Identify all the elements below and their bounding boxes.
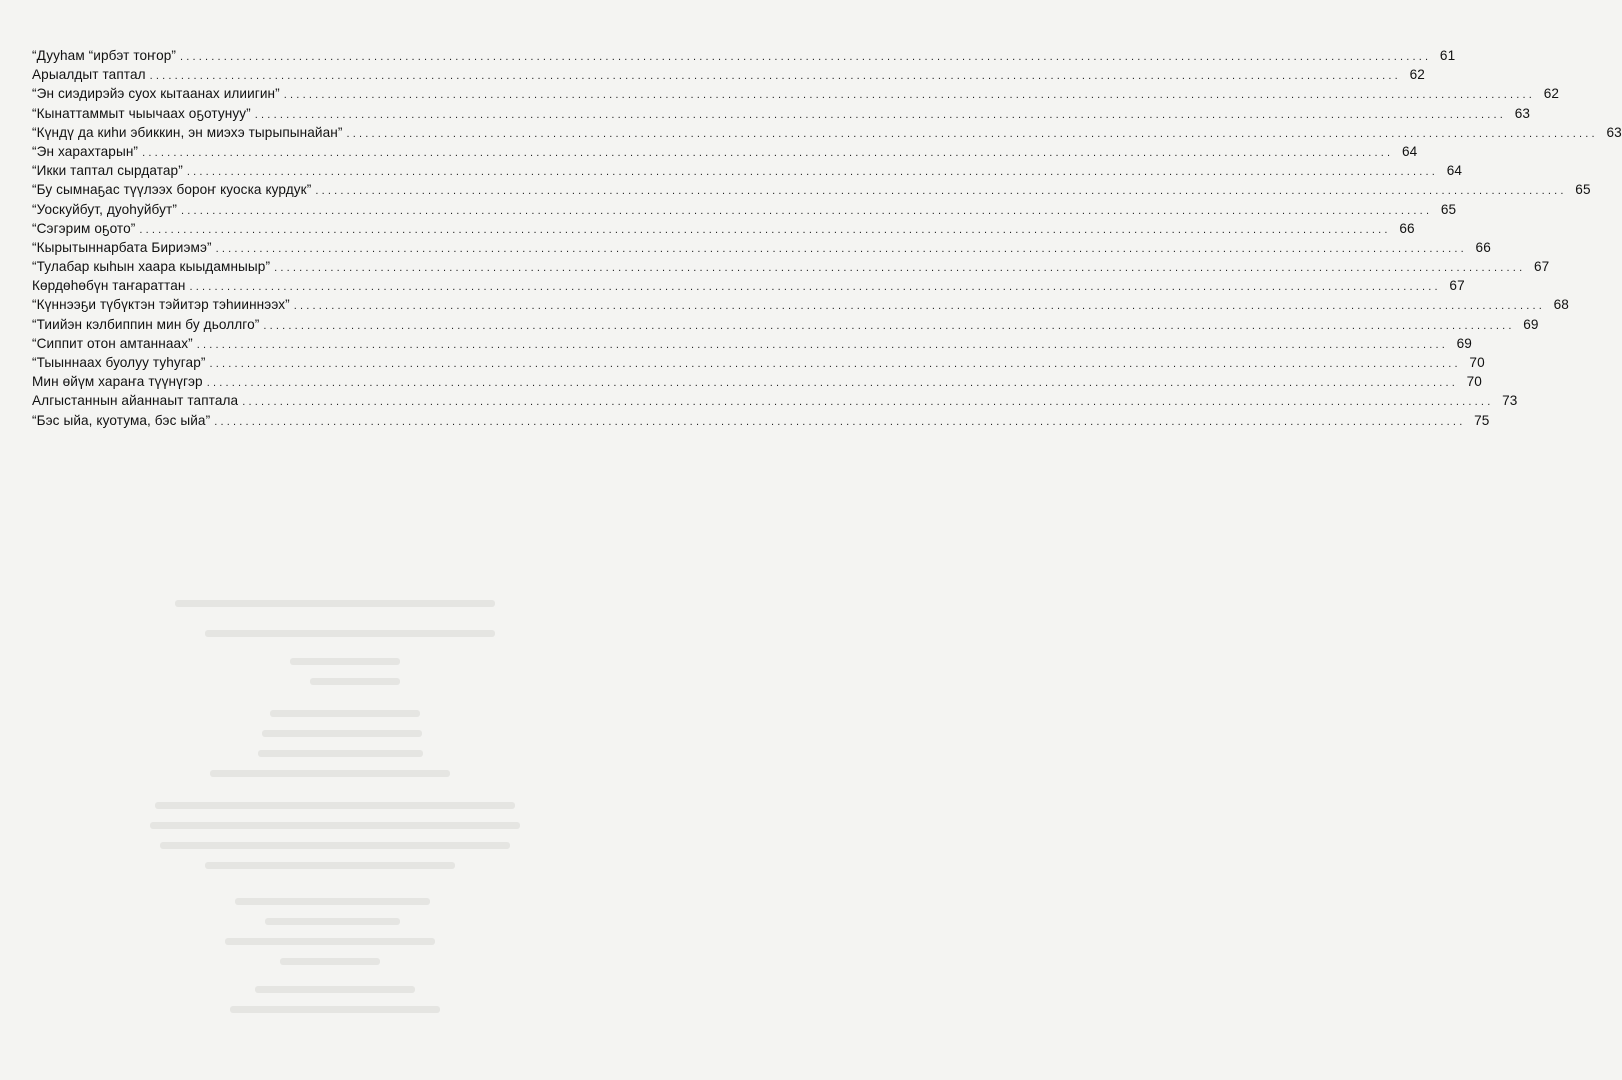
toc-entry bbox=[32, 391, 1518, 410]
toc-entry-page: 69 bbox=[1523, 316, 1539, 332]
toc-dot-leader: ........................................................................................................................................................................................................ bbox=[206, 377, 1458, 390]
toc-entry bbox=[32, 276, 1465, 295]
toc-entry bbox=[32, 238, 1491, 257]
toc-entry bbox=[32, 123, 1622, 142]
toc-entry bbox=[32, 84, 1560, 103]
toc-entry bbox=[32, 200, 1457, 219]
toc-entry-title: “Күннээҕи түбүктэн тэйитэр тэһииннээх” bbox=[32, 297, 290, 313]
toc-entry-page: 64 bbox=[1446, 163, 1463, 179]
toc-entry bbox=[32, 315, 1539, 334]
toc-entry-title: “Сэгэрим оҕото” bbox=[32, 220, 136, 236]
toc-entry-title: “Кырытыннарбата Бириэмэ” bbox=[32, 239, 212, 255]
toc-dot-leader: ........................................................................................................................................................................................................ bbox=[263, 319, 1515, 332]
toc-entry-page: 64 bbox=[1401, 143, 1418, 159]
toc-entry bbox=[32, 372, 1482, 391]
toc-entry-title: “Бу сымнаҕас түүлээх бороҥ куоска курдук” bbox=[32, 182, 312, 198]
toc-entry-page: 61 bbox=[1439, 48, 1456, 63]
toc-dot-leader: ........................................................................................................................................................................................................ bbox=[142, 146, 1394, 159]
toc-entry-title: “Бэс ыйа, куотума, бэс ыйа” bbox=[32, 412, 211, 428]
toc-entry-page: 65 bbox=[1575, 182, 1591, 198]
toc-entry-title: “Эн харахтарын” bbox=[32, 143, 139, 159]
toc-dot-leader: ........................................................................................................................................................................................................ bbox=[149, 70, 1401, 83]
toc-dot-leader: ........................................................................................................................................................................................................ bbox=[180, 51, 1432, 63]
toc-entry-title: “Сиппит отон амтаннаах” bbox=[32, 335, 193, 351]
toc-entry-title: “Тыыннаах буолуу туһугар” bbox=[32, 355, 206, 370]
toc-dot-leader: ........................................................................................................................................................................................................ bbox=[242, 396, 1494, 409]
toc-entry-page: 62 bbox=[1409, 67, 1425, 83]
table-of-contents bbox=[32, 46, 1622, 430]
toc-entry-title: Мин өйүм хараҥа түүнүгэр bbox=[32, 374, 203, 390]
bleed-through-colophon bbox=[0, 580, 668, 1040]
toc-entry bbox=[32, 411, 1490, 430]
toc-entry-page: 67 bbox=[1449, 278, 1465, 294]
toc-dot-leader: ........................................................................................................................................................................................................ bbox=[139, 223, 1391, 236]
toc-entry-title: Көрдөһөбүн таҥараттан bbox=[32, 278, 186, 294]
toc-entry bbox=[32, 104, 1531, 123]
toc-entry-page: 73 bbox=[1502, 393, 1518, 409]
toc-entry-title: “Уоскуйбут, дуоһуйбут” bbox=[32, 201, 177, 217]
toc-dot-leader: ........................................................................................................................................................................................................ bbox=[293, 300, 1545, 313]
toc-dot-leader: ........................................................................................................................................................................................................ bbox=[346, 127, 1598, 140]
toc-entry bbox=[32, 295, 1569, 314]
toc-dot-leader: ........................................................................................................................................................................................................ bbox=[196, 338, 1448, 351]
toc-entry-title: “Эн сиэдирэйэ суох кытаанах илиигин” bbox=[32, 86, 280, 102]
toc-entry-page: 70 bbox=[1466, 374, 1482, 390]
toc-entry bbox=[32, 334, 1472, 353]
toc-entry-page: 63 bbox=[1606, 124, 1622, 140]
toc-entry bbox=[32, 219, 1415, 238]
toc-entry-title: “Тулабар кыһын хаара кыыдамныыр” bbox=[32, 259, 271, 275]
toc-entry-page: 70 bbox=[1469, 355, 1485, 370]
toc-dot-leader: ........................................................................................................................................................................................................ bbox=[186, 166, 1439, 179]
toc-entry-page: 66 bbox=[1399, 220, 1415, 236]
toc-entry-title: Алгыстаннын айаннаыт таптала bbox=[32, 393, 239, 409]
toc-entry-page: 75 bbox=[1474, 412, 1490, 428]
toc-dot-leader: ........................................................................................................................................................................................................ bbox=[215, 242, 1467, 255]
toc-entry-title: “Кынаттаммыт чыычаах оҕотунуу” bbox=[32, 105, 251, 121]
toc-entry-title: “Икки таптал сырдатар” bbox=[32, 163, 183, 179]
toc-entry-page: 66 bbox=[1475, 239, 1491, 255]
toc-dot-leader: ........................................................................................................................................................................................................ bbox=[214, 415, 1466, 428]
toc-dot-leader: ........................................................................................................................................................................................................ bbox=[180, 204, 1433, 217]
toc-entry bbox=[32, 142, 1418, 161]
toc-entry bbox=[32, 65, 1425, 84]
toc-dot-leader: ........................................................................................................................................................................................................ bbox=[209, 358, 1461, 370]
toc-dot-leader: ........................................................................................................................................................................................................ bbox=[189, 281, 1441, 294]
toc-dot-leader: ........................................................................................................................................................................................................ bbox=[274, 262, 1526, 275]
toc-entry-title: Арыалдыт таптал bbox=[32, 67, 146, 83]
toc-dot-leader: ........................................................................................................................................................................................................ bbox=[254, 108, 1507, 121]
toc-entry-page: 63 bbox=[1514, 105, 1531, 121]
toc-entry bbox=[32, 353, 1485, 372]
toc-entry-page: 65 bbox=[1440, 201, 1457, 217]
toc-entry-page: 67 bbox=[1534, 259, 1550, 275]
toc-entry-title: “Тиийэн кэлбиппин мин бу дьоллго” bbox=[32, 316, 260, 332]
toc-entry-page: 69 bbox=[1456, 335, 1472, 351]
toc-entry-page: 62 bbox=[1543, 86, 1560, 102]
toc-entry-page: 68 bbox=[1553, 297, 1569, 313]
toc-entry bbox=[32, 46, 1456, 65]
toc-dot-leader: ........................................................................................................................................................................................................ bbox=[315, 185, 1567, 198]
toc-entry-title: “Күндү да киһи эбиккин, эн миэхэ тырыпынайан” bbox=[32, 124, 343, 140]
toc-entry bbox=[32, 257, 1550, 276]
toc-entry bbox=[32, 161, 1463, 180]
toc-entry-title: “Дууһам “ирбэт тоҥор” bbox=[32, 48, 177, 63]
toc-dot-leader: ........................................................................................................................................................................................................ bbox=[283, 89, 1536, 102]
toc-entry bbox=[32, 180, 1591, 199]
